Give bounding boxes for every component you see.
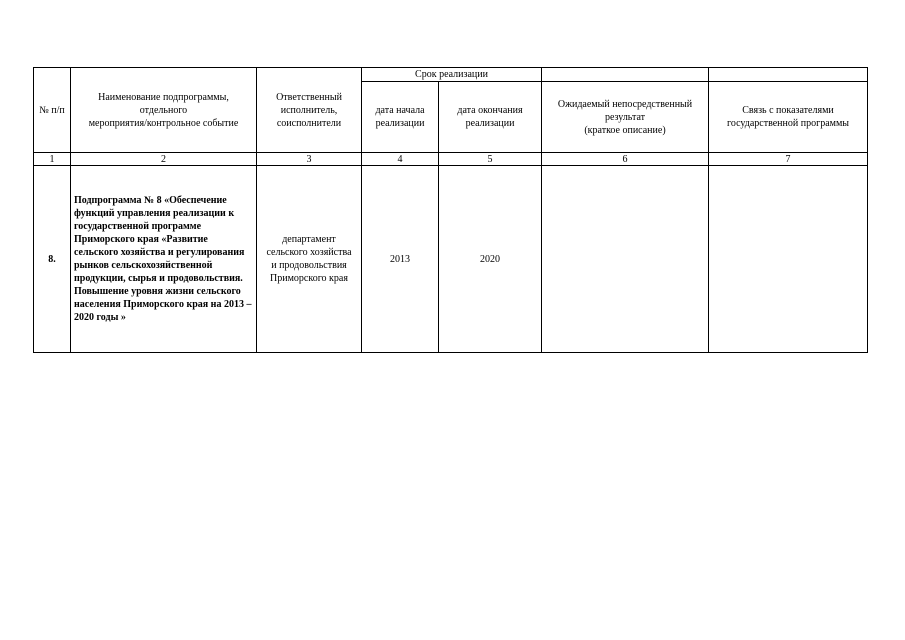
header-end-date: дата окончания реализации bbox=[439, 82, 542, 153]
column-number: 5 bbox=[439, 153, 542, 166]
column-number: 6 bbox=[542, 153, 709, 166]
table-row bbox=[34, 166, 868, 353]
header-start-date: дата начала реализации bbox=[362, 82, 439, 153]
header-executor: Ответственный исполнитель, соисполнители bbox=[257, 68, 362, 153]
column-numbers-row bbox=[34, 153, 868, 166]
column-number: 1 bbox=[34, 153, 71, 166]
row-link bbox=[709, 166, 868, 353]
header-period-group: Срок реализации bbox=[362, 68, 542, 82]
row-num: 8. bbox=[34, 166, 71, 353]
column-number: 4 bbox=[362, 153, 439, 166]
row-result bbox=[542, 166, 709, 353]
header-link-top-spacer bbox=[709, 68, 868, 82]
column-number: 7 bbox=[709, 153, 868, 166]
row-start-date: 2013 bbox=[362, 166, 439, 353]
header-name: Наименование подпрограммы, отдельного мероприятия/контрольное событие bbox=[71, 68, 257, 153]
column-number: 2 bbox=[71, 153, 257, 166]
row-executor: департамент сельского хозяйства и продовольствия Приморского края bbox=[257, 166, 362, 353]
row-end-date: 2020 bbox=[439, 166, 542, 353]
row-subprogram-name: Подпрограмма № 8 «Обеспечение функций управления реализации к государственной программе Приморского края «Развитие сельского хозяйства и регулирования рынков сельскохозяйственной продукции, сырья и продовольствия. Повышение уровня жизни сельского населения Приморского края на 2013 – 2020 годы » bbox=[71, 166, 257, 353]
column-number: 3 bbox=[257, 153, 362, 166]
header-link: Связь с показателями государственной программы bbox=[709, 82, 868, 153]
header-num: № п/п bbox=[34, 68, 71, 153]
program-table bbox=[33, 67, 868, 353]
header-result: Ожидаемый непосредственный результат (краткое описание) bbox=[542, 82, 709, 153]
header-result-top-spacer bbox=[542, 68, 709, 82]
